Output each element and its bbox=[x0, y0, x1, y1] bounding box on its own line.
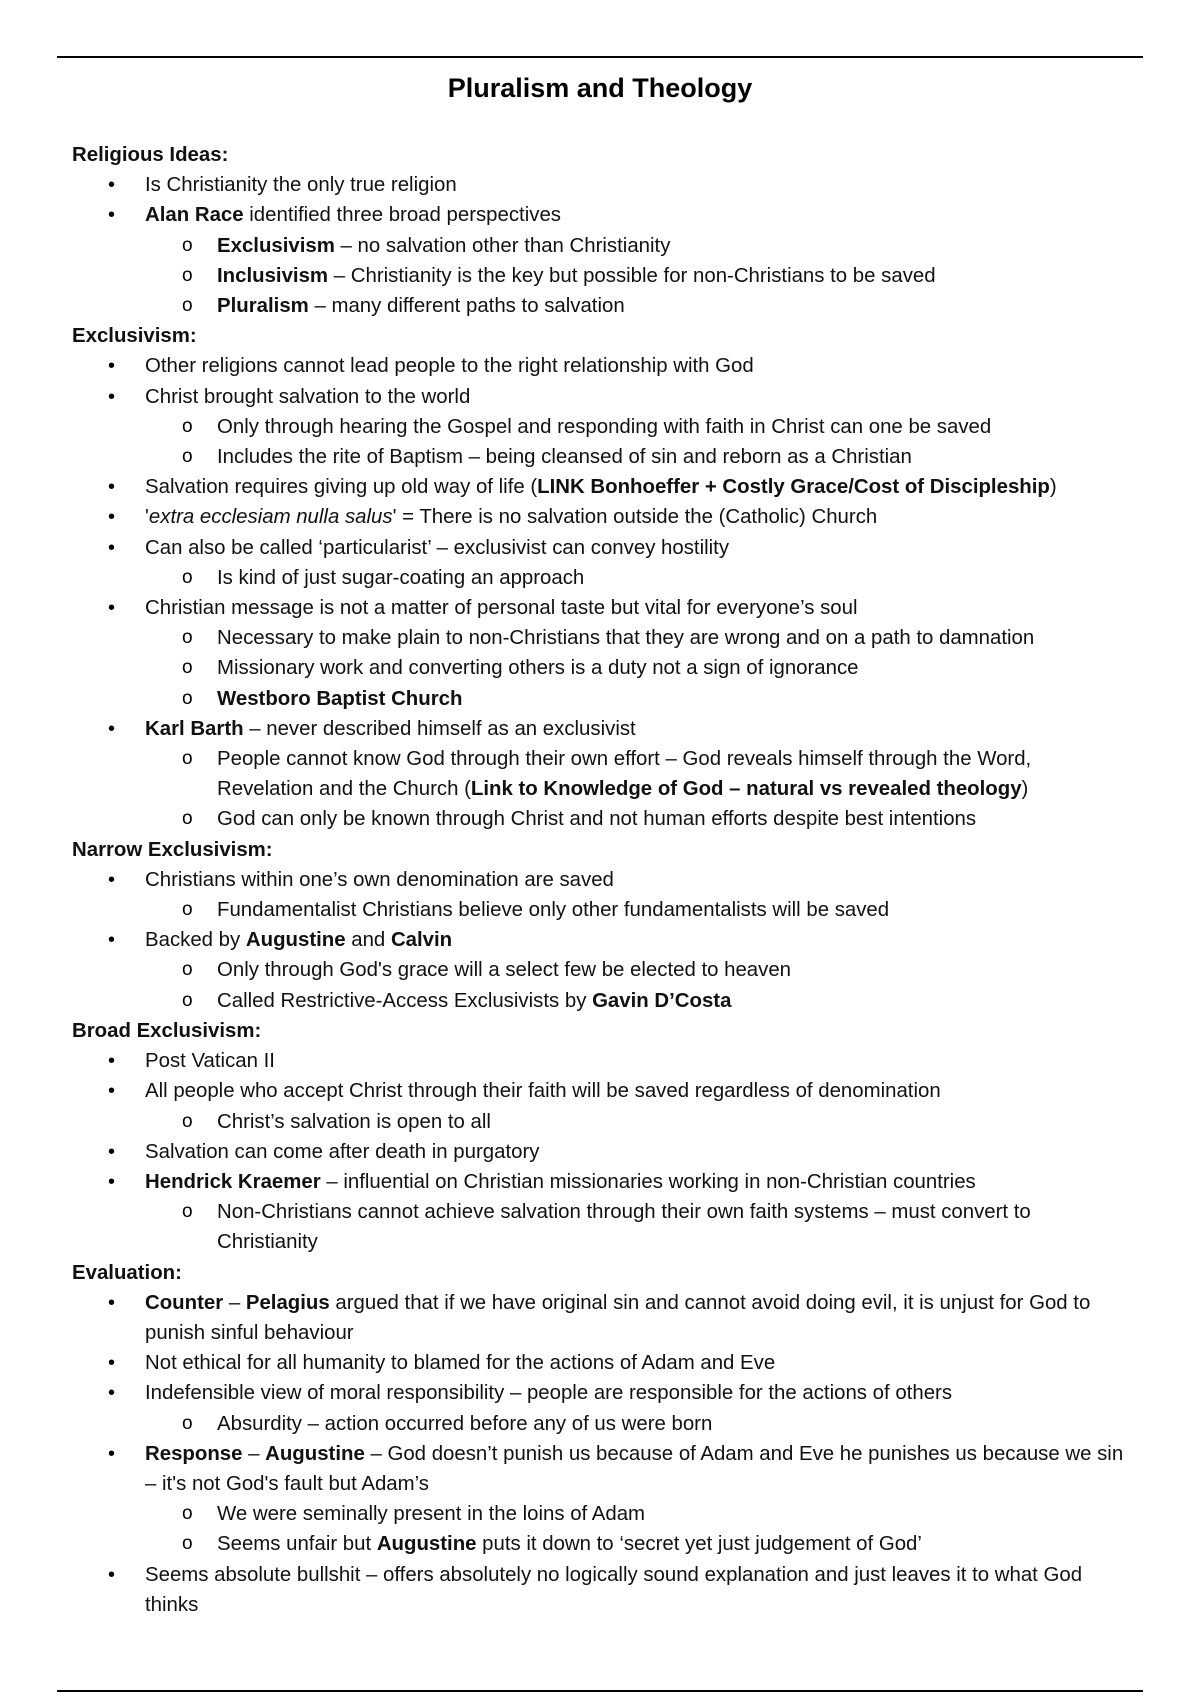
text-run: ' = There is no salvation outside the (Catholic) Church bbox=[392, 506, 878, 529]
bullet-item bbox=[72, 472, 1132, 502]
page-title: Pluralism and Theology bbox=[447, 73, 753, 103]
text-run: argued that if we have original sin and cannot avoid doing evil, it is unjust for God to punish sinful behaviour bbox=[145, 1291, 1091, 1344]
text-run: People cannot know God through their own effort – God reveals himself through the Word, Revelation and the Church ( bbox=[217, 748, 1032, 801]
bold-text: Link to Knowledge of God – natural vs revealed theology bbox=[470, 778, 1022, 801]
sub-bullet-item bbox=[72, 412, 1132, 442]
bold-text: Augustine bbox=[245, 929, 346, 952]
bullet-item bbox=[72, 170, 1132, 200]
sub-bullet-item bbox=[72, 653, 1132, 683]
sub-bullet-item bbox=[72, 895, 1132, 925]
bullet-item bbox=[72, 200, 1132, 230]
text-run: Christians within one’s own denomination are saved bbox=[145, 868, 614, 891]
text-run: identified three broad perspectives bbox=[243, 204, 561, 227]
bold-text: Alan Race bbox=[145, 204, 244, 227]
bottom-rule bbox=[57, 1690, 1143, 1692]
bold-text: Karl Barth bbox=[145, 717, 244, 740]
bold-text: Pluralism bbox=[217, 295, 309, 318]
text-run: – never described himself as an exclusivist bbox=[243, 717, 636, 740]
text-run: Is kind of just sugar-coating an approach bbox=[217, 566, 585, 589]
bullet-item bbox=[72, 1288, 1132, 1348]
text-run: Backed by bbox=[145, 929, 246, 952]
bold-text: Counter bbox=[145, 1291, 224, 1314]
sub-bullet-item bbox=[72, 684, 1132, 714]
sub-bullet-item bbox=[72, 442, 1132, 472]
text-run: Not ethical for all humanity to blamed for the actions of Adam and Eve bbox=[145, 1352, 776, 1375]
sub-bullet-item bbox=[72, 804, 1132, 834]
bold-text: Augustine bbox=[376, 1533, 477, 1556]
section-heading: Narrow Exclusivism: bbox=[72, 838, 273, 861]
text-run: Salvation requires giving up old way of life ( bbox=[145, 476, 538, 499]
bullet-item bbox=[72, 502, 1132, 532]
text-run: Missionary work and converting others is a duty not a sign of ignorance bbox=[217, 657, 859, 680]
bullet-item bbox=[72, 1076, 1132, 1106]
text-run: – bbox=[242, 1442, 266, 1465]
document-body bbox=[72, 140, 1132, 1620]
text-run: Christian message is not a matter of personal taste but vital for everyone’s soul bbox=[145, 597, 858, 620]
sub-bullet-item bbox=[72, 744, 1132, 804]
text-run: – Christianity is the key but possible for non-Christians to be saved bbox=[328, 264, 936, 287]
text-run: All people who accept Christ through their faith will be saved regardless of denomination bbox=[145, 1080, 941, 1103]
sub-bullet-item bbox=[72, 623, 1132, 653]
text-run: Called Restrictive-Access Exclusivists by bbox=[217, 989, 593, 1012]
text-run: Christ’s salvation is open to all bbox=[217, 1110, 491, 1133]
bullet-item bbox=[72, 593, 1132, 623]
bullet-item bbox=[72, 1348, 1132, 1378]
text-run: – many different paths to salvation bbox=[308, 295, 625, 318]
section-heading: Religious Ideas: bbox=[72, 144, 229, 166]
bold-text: Inclusivism bbox=[217, 264, 329, 287]
sub-bullet-item bbox=[72, 261, 1132, 291]
text-run: Christ brought salvation to the world bbox=[145, 385, 471, 408]
bullet-item bbox=[72, 1167, 1132, 1197]
text-run: ' bbox=[145, 506, 149, 529]
section-heading: Exclusivism: bbox=[72, 325, 197, 348]
text-run: Seems unfair but bbox=[217, 1533, 377, 1556]
bullet-item bbox=[72, 382, 1132, 412]
bullet-item bbox=[72, 714, 1132, 744]
text-run: Seems absolute bullshit – offers absolutely no logically sound explanation and just leaves it to what God thinks bbox=[145, 1563, 1083, 1616]
sub-bullet-item bbox=[72, 1529, 1132, 1559]
sub-bullet-item bbox=[72, 291, 1132, 321]
bullet-list bbox=[72, 865, 1132, 1016]
text-run: Indefensible view of moral responsibility – people are responsible for the actions of others bbox=[145, 1382, 953, 1405]
text-run: Non-Christians cannot achieve salvation through their own faith systems – must convert to Christianity bbox=[217, 1201, 1031, 1254]
top-rule bbox=[57, 56, 1143, 58]
text-run: Can also be called ‘particularist’ – exclusivist can convey hostility bbox=[145, 536, 730, 559]
bullet-list bbox=[72, 351, 1132, 834]
sub-bullet-item bbox=[72, 1499, 1132, 1529]
text-run: – no salvation other than Christianity bbox=[334, 234, 671, 257]
section-heading: Evaluation: bbox=[72, 1261, 182, 1284]
text-run: ) bbox=[1049, 476, 1057, 499]
bold-text: LINK Bonhoeffer + Costly Grace/Cost of Discipleship bbox=[537, 476, 1050, 499]
bullet-item bbox=[72, 1439, 1132, 1499]
bullet-item bbox=[72, 925, 1132, 955]
bullet-item bbox=[72, 1378, 1132, 1408]
text-run: – God doesn’t punish us because of Adam and Eve he punishes us because we sin – it's not God's fault but Adam’s bbox=[145, 1442, 1124, 1495]
text-run: Is Christianity the only true religion bbox=[145, 174, 457, 197]
text-run: puts it down to ‘secret yet just judgement of God’ bbox=[476, 1533, 922, 1556]
text-run: Salvation can come after death in purgatory bbox=[145, 1140, 540, 1163]
text-run: Necessary to make plain to non-Christians that they are wrong and on a path to damnation bbox=[217, 627, 1035, 650]
sub-bullet-item bbox=[72, 955, 1132, 985]
text-run: Fundamentalist Christians believe only other fundamentalists will be saved bbox=[217, 899, 890, 922]
bullet-item bbox=[72, 1560, 1132, 1620]
text-run: Other religions cannot lead people to the right relationship with God bbox=[145, 355, 754, 378]
sub-bullet-item bbox=[72, 1409, 1132, 1439]
bullet-item bbox=[72, 1137, 1132, 1167]
bold-text: Calvin bbox=[390, 929, 453, 952]
bullet-item bbox=[72, 1046, 1132, 1076]
text-run: God can only be known through Christ and not human efforts despite best intentions bbox=[217, 808, 977, 831]
text-run: Absurdity – action occurred before any of us were born bbox=[217, 1412, 713, 1435]
sub-bullet-item bbox=[72, 1197, 1132, 1257]
sub-bullet-item bbox=[72, 986, 1132, 1016]
text-run: – bbox=[223, 1291, 246, 1314]
text-run: and bbox=[345, 929, 391, 952]
text-run: Only through God's grace will a select few be elected to heaven bbox=[217, 959, 792, 982]
bold-text: Westboro Baptist Church bbox=[217, 687, 463, 710]
bullet-item bbox=[72, 533, 1132, 563]
bold-text: Augustine bbox=[265, 1442, 365, 1465]
bold-text: Hendrick Kraemer bbox=[145, 1170, 321, 1193]
bold-text: Response bbox=[145, 1442, 243, 1465]
text-run: ) bbox=[1021, 778, 1029, 801]
text-run: Post Vatican II bbox=[145, 1050, 275, 1073]
bullet-list bbox=[72, 170, 1132, 321]
bold-text: Exclusivism bbox=[217, 234, 335, 257]
sub-bullet-item bbox=[72, 1107, 1132, 1137]
text-run: Only through hearing the Gospel and responding with faith in Christ can one be saved bbox=[217, 415, 992, 438]
bullet-item bbox=[72, 351, 1132, 381]
italic-text: extra ecclesiam nulla salus bbox=[148, 506, 393, 529]
bullet-item bbox=[72, 865, 1132, 895]
bullet-list bbox=[72, 1288, 1132, 1620]
bold-text: Pelagius bbox=[245, 1291, 330, 1314]
text-run: We were seminally present in the loins of Adam bbox=[217, 1503, 646, 1526]
sub-bullet-item bbox=[72, 563, 1132, 593]
section-heading: Broad Exclusivism: bbox=[72, 1019, 262, 1042]
text-run: – influential on Christian missionaries working in non-Christian countries bbox=[320, 1170, 976, 1193]
bold-text: Gavin D’Costa bbox=[592, 989, 732, 1012]
text-run: Includes the rite of Baptism – being cleansed of sin and reborn as a Christian bbox=[217, 446, 912, 469]
sub-bullet-item bbox=[72, 231, 1132, 261]
bullet-list bbox=[72, 1046, 1132, 1257]
